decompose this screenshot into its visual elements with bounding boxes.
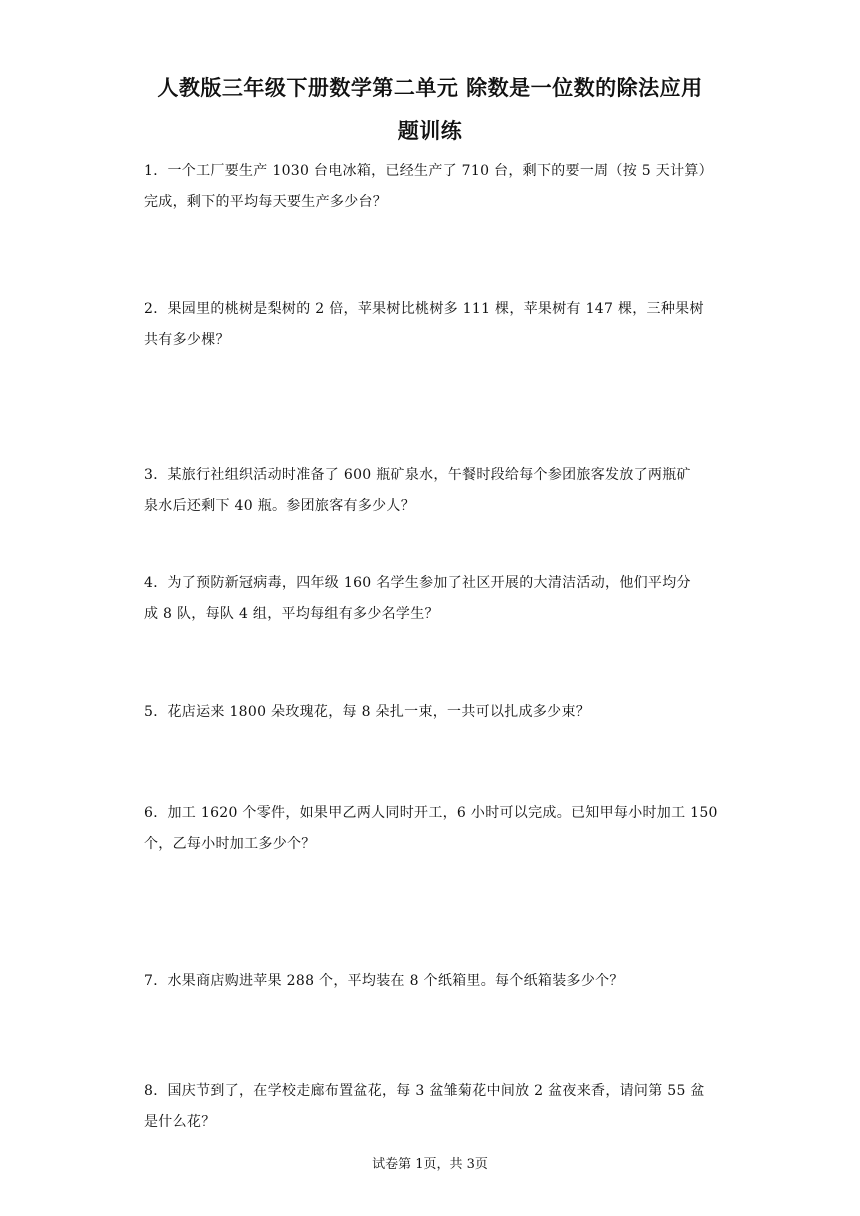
question-text: 7．水果商店购进苹果 288 个，平均装在 8 个纸箱里。每个纸箱装多少个？	[144, 973, 624, 989]
question-text: 8．国庆节到了，在学校走廊布置盆花，每 3 盆雏菊花中间放 2 盆夜来香，请问第 55 盆	[144, 1083, 705, 1099]
question-text: 个，乙每小时加工多少个？	[144, 836, 316, 852]
page-title-continued: 题训练	[397, 119, 463, 143]
question-text: 4．为了预防新冠病毒，四年级 160 名学生参加了社区开展的大清洁活动，他们平均分	[144, 575, 691, 591]
question-1	[144, 156, 724, 218]
question-text: 完成，剩下的平均每天要生产多少台？	[144, 194, 388, 210]
question-2	[144, 294, 724, 356]
question-text: 泉水后还剩下 40 瓶。参团旅客有多少人？	[144, 498, 416, 514]
question-text: 共有多少棵？	[144, 332, 230, 348]
question-text: 3．某旅行社组织活动时准备了 600 瓶矿泉水，午餐时段给每个参团旅客发放了两瓶矿	[144, 467, 691, 483]
question-4	[144, 568, 724, 630]
question-8	[144, 1076, 724, 1138]
question-text: 1．一个工厂要生产 1030 台电冰箱，已经生产了 710 台，剩下的要一周（按 5 天计算）	[144, 163, 713, 179]
question-text: 6．加工 1620 个零件，如果甲乙两人同时开工，6 小时可以完成。已知甲每小时加工 150	[144, 805, 718, 821]
page-footer: 试卷第 1页，共 3页	[372, 1157, 488, 1172]
question-3	[144, 460, 724, 522]
page-title: 人教版三年级下册数学第二单元 除数是一位数的除法应用	[157, 76, 703, 100]
question-text: 是什么花？	[144, 1114, 216, 1130]
question-5	[144, 697, 724, 728]
question-7	[144, 966, 724, 997]
question-text: 5．花店运来 1800 朵玫瑰花，每 8 朵扎一束，一共可以扎成多少束？	[144, 704, 591, 720]
question-text: 2．果园里的桃树是梨树的 2 倍，苹果树比桃树多 111 棵，苹果树有 147 棵，三种果树	[144, 301, 704, 317]
question-6	[144, 798, 724, 860]
question-text: 成 8 队，每队 4 组，平均每组有多少名学生？	[144, 606, 439, 622]
